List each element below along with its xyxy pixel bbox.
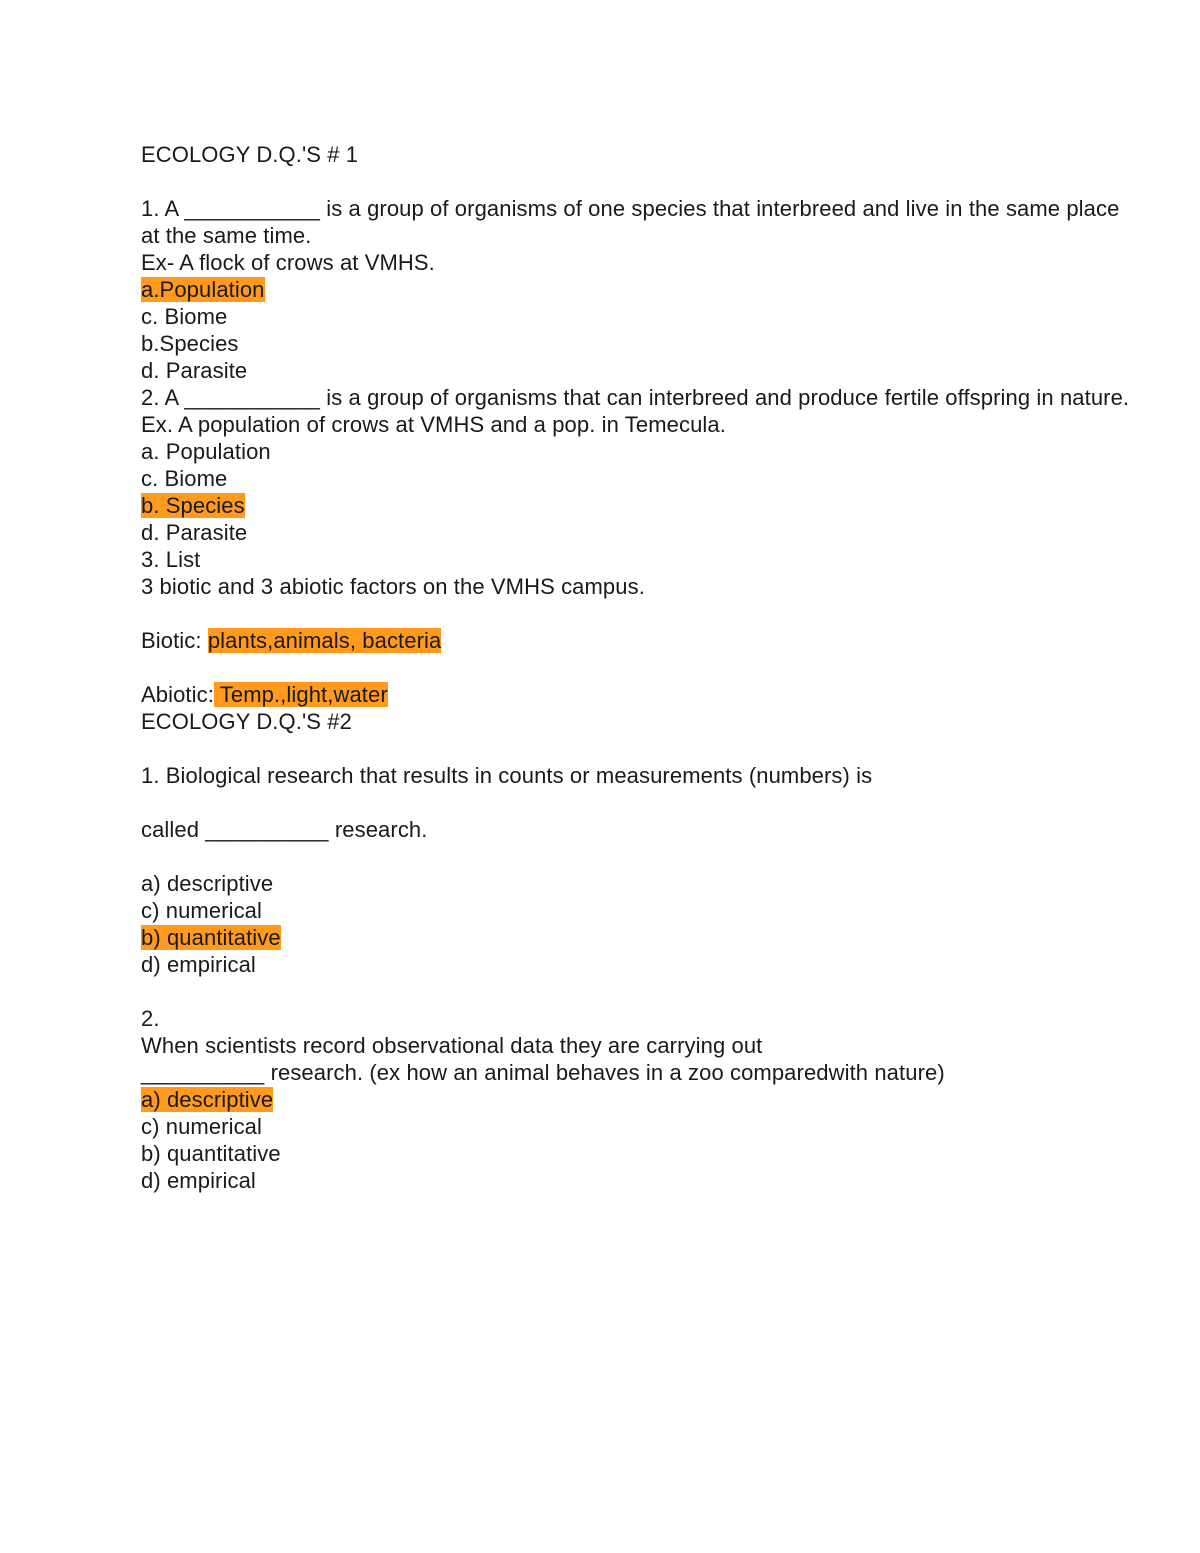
spacer <box>141 168 1131 195</box>
answer-highlight: a.Population <box>141 277 265 302</box>
spacer <box>141 843 1131 870</box>
s1-q3-abiotic <box>141 681 1131 708</box>
s1-q1-option-c: c. Biome <box>141 304 228 329</box>
s2-q2-option-a <box>141 1086 1131 1113</box>
answer-highlight: b) quantitative <box>141 925 281 950</box>
answer-highlight: plants,animals, bacteria <box>207 628 442 653</box>
spacer <box>141 978 1131 1005</box>
s2-q1-stem-a: 1. Biological research that results in counts or measurements (numbers) is <box>141 763 873 788</box>
s1-q1-stem: 1. A ___________ is a group of organisms of one species that interbreed and live in the same place at the same time. <box>141 196 1126 248</box>
s2-q2-option-b: b) quantitative <box>141 1141 281 1166</box>
s1-q2-option-b <box>141 492 1131 519</box>
s1-q1-example: Ex- A flock of crows at VMHS. <box>141 250 435 275</box>
s2-q1-stem-b: called __________ research. <box>141 817 428 842</box>
s1-q1-option-b: b.Species <box>141 331 239 356</box>
answer-highlight: b. Species <box>141 493 245 518</box>
s1-q1-option-d: d. Parasite <box>141 358 248 383</box>
spacer <box>141 654 1131 681</box>
spacer <box>141 789 1131 816</box>
s2-q1-option-d: d) empirical <box>141 952 256 977</box>
section2-title: ECOLOGY D.Q.'S #2 <box>141 709 352 734</box>
s1-q2-option-d: d. Parasite <box>141 520 248 545</box>
s1-q3-biotic <box>141 627 1131 654</box>
s1-q3-stem-a: 3. List <box>141 547 201 572</box>
s2-q2-number: 2. <box>141 1006 160 1031</box>
s1-q2-option-a: a. Population <box>141 439 271 464</box>
abiotic-label: Abiotic: <box>141 682 214 707</box>
s2-q1-option-c: c) numerical <box>141 898 263 923</box>
answer-highlight: Temp.,light,water <box>213 682 388 707</box>
s1-q1-option-a <box>141 276 1131 303</box>
section1-title: ECOLOGY D.Q.'S # 1 <box>141 142 359 167</box>
document-body <box>141 141 1131 1194</box>
biotic-label: Biotic: <box>141 628 208 653</box>
s2-q2-stem-a: When scientists record observational data they are carrying out <box>141 1033 763 1058</box>
spacer <box>141 600 1131 627</box>
s1-q2-example: Ex. A population of crows at VMHS and a pop. in Temecula. <box>141 412 726 437</box>
s1-q3-stem-b: 3 biotic and 3 abiotic factors on the VMHS campus. <box>141 574 645 599</box>
s1-q2-option-c: c. Biome <box>141 466 228 491</box>
s2-q2-option-d: d) empirical <box>141 1168 256 1193</box>
spacer <box>141 735 1131 762</box>
answer-highlight: a) descriptive <box>141 1087 274 1112</box>
s2-q1-option-b <box>141 924 1131 951</box>
s2-q2-option-c: c) numerical <box>141 1114 263 1139</box>
s1-q2-stem: 2. A ___________ is a group of organisms that can interbreed and produce fertile offspring in nature. <box>141 385 1130 410</box>
s2-q1-option-a: a) descriptive <box>141 871 274 896</box>
s2-q2-stem-b: __________ research. (ex how an animal behaves in a zoo comparedwith nature) <box>141 1060 945 1085</box>
